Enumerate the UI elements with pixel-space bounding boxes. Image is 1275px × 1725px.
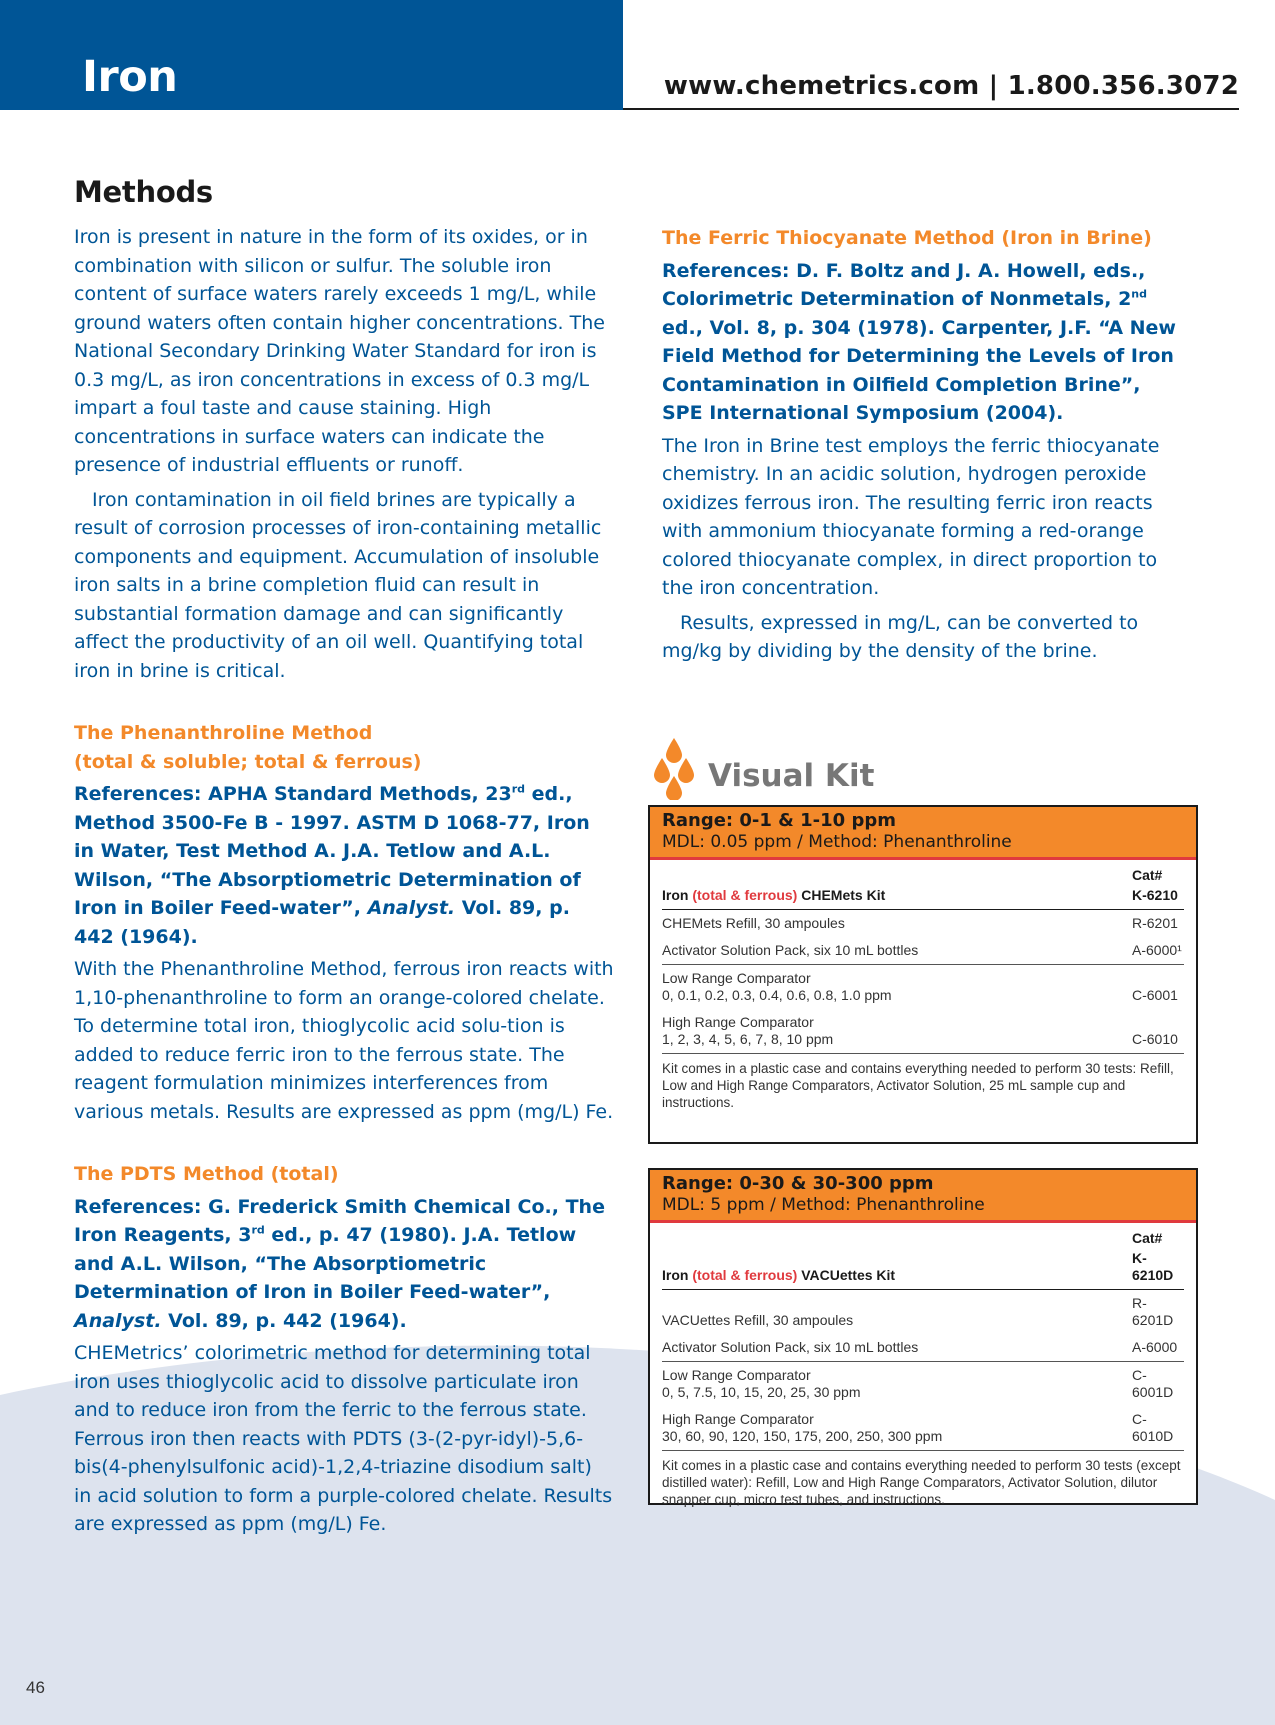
visual-kit-heading — [652, 738, 874, 800]
intro-paragraph-1: Iron is present in nature in the form of its oxides, or in combination with silicon or sulfur. The soluble iron content of surface waters rarely exceeds 1 mg/L, while ground waters often contain higher concentrations. The National Secondary Drinking Water Standard for iron is 0.3 mg/L, as iron concentrations in excess of 0.3 mg/L impart a foul taste and cause staining. High concentrations in surface waters can indicate the presence of industrial effluents or runoff. — [74, 226, 605, 476]
intro-paragraph-2: Iron contamination in oil field brines are typically a result of corrosion processes of iron-containing metallic components and equipment. Accumulation of insoluble iron salts in a brine completion fluid can result in substantial formation damage and can significantly affect the productivity of an oil well. Quantifying total iron in brine is critical. — [74, 488, 602, 682]
kit-range: Range: 0-1 & 1-10 ppm — [662, 810, 896, 831]
table-row: VACUettes Refill, 30 ampoules R-6201D — [662, 1295, 1174, 1328]
kit-box-chemets — [648, 805, 1198, 1144]
kit-main-row — [662, 883, 1184, 910]
table-row: Low Range Comparator 0, 5, 7.5, 10, 15, 20, 25, 30 ppm C-6001D — [662, 1367, 1174, 1400]
page-number: 46 — [26, 1678, 45, 1697]
header-rule — [623, 108, 1239, 110]
table-row: High Range Comparator 30, 60, 90, 120, 150, 175, 200, 250, 300 ppm C-6010D — [662, 1406, 1184, 1451]
water-drops-icon — [652, 738, 696, 800]
table-row: Activator Solution Pack, six 10 mL bottles A-6000¹ — [662, 937, 1184, 965]
kit-table — [650, 860, 1196, 1119]
kit-note: Kit comes in a plastic case and contains everything needed to perform 30 tests: Refill, Low and High Range Comparators, Activator Solution, 25 mL sample cup and instructions. — [662, 1061, 1174, 1110]
kit-header — [650, 1170, 1196, 1223]
kit-mdl: MDL: 5 ppm / Method: Phenanthroline — [662, 1195, 985, 1215]
page-title: Iron — [82, 52, 178, 102]
table-row: High Range Comparator 1, 2, 3, 4, 5, 6, 7, 8, 10 ppm C-6010 — [662, 1009, 1184, 1054]
kit-table — [650, 1223, 1196, 1516]
pdts-title: The PDTS Method (total) — [74, 1163, 339, 1185]
kit-range: Range: 0-30 & 30-300 ppm — [662, 1173, 934, 1194]
kit-name: Iron (total & ferrous) CHEMets Kit — [662, 887, 886, 903]
kit-cat-number: K-6210D — [1132, 1250, 1174, 1283]
kit-note: Kit comes in a plastic case and contains everything needed to perform 30 tests (except distilled water): Refill, Low and High Range Comparators, Activator Solution, dilutor snapper cup, micro test tubes, and instructions. — [662, 1458, 1181, 1507]
kit-name: Iron (total & ferrous) VACUettes Kit — [662, 1267, 896, 1283]
ferric-thiocyanate-body-2: Results, expressed in mg/L, can be converted to mg/kg by dividing by the density of the brine. — [662, 611, 1139, 662]
visual-kit-title: Visual Kit — [708, 758, 875, 794]
kit-header — [650, 807, 1196, 860]
pdts-section — [74, 1160, 614, 1539]
pdts-references: References: G. Frederick Smith Chemical Co., The Iron Reagents, 3rd ed., p. 47 (1980). J.A. Tetlow and A.L. Wilson, “The Absorptiometric Determination of Iron in Boiler Feed-water”, Analyst. Vol. 89, p. 442 (1964). — [74, 1195, 605, 1332]
phenanthroline-section — [74, 719, 614, 1126]
phenanthroline-references: References: APHA Standard Methods, 23rd ed., Method 3500-Fe B - 1997. ASTM D 1068-77, Iron in Water, Test Method A. J.A. Tetlow and A.L. Wilson, “The Absorptiometric Determination of Iron in Boiler Feed-water”, Analyst. Vol. 89, p. 442 (1964). — [74, 782, 590, 948]
phenanthroline-title-line-2: (total & soluble; total & ferrous) — [74, 750, 422, 773]
header-contact: www.chemetrics.com | 1.800.356.3072 — [663, 71, 1239, 101]
kit-cat-number: K-6210 — [1132, 887, 1178, 903]
left-column — [74, 175, 614, 1539]
pdts-body: CHEMetrics’ colorimetric method for determining total iron uses thioglycolic acid to dissolve particulate iron and to reduce iron from the ferric to the ferrous state. Ferrous iron then reacts with PDTS (3-(2-pyr-idyl)-5,6-bis(4-phenylsulfonic acid)-1,2,4-triazine disodium salt) in acid solution to form a purple-colored chelate. Results are expressed as ppm (mg/L) Fe. — [74, 1342, 613, 1535]
kit-main-row — [662, 1246, 1184, 1290]
cat-column-header: Cat# — [1132, 867, 1163, 883]
table-row: CHEMets Refill, 30 ampoules R-6201 — [662, 915, 1178, 931]
phenanthroline-title-line-1: The Phenanthroline Method — [74, 722, 373, 744]
ferric-thiocyanate-references: References: D. F. Boltz and J. A. Howell, eds., Colorimetric Determination of Nonmetals, 2nd ed., Vol. 8, p. 304 (1978). Carpenter, J.F. “A New Field Method for Determining the Levels of Iron Contamination in Oilfield Completion Brine”, SPE International Symposium (2004). — [662, 259, 1176, 424]
phenanthroline-body: With the Phenanthroline Method, ferrous iron reacts with 1,10-phenanthroline to form an orange-colored chelate. To determine total iron, thioglycolic acid solu-tion is added to reduce ferric iron to the ferrous state. The reagent formulation minimizes interferences from various metals. Results are expressed as ppm (mg/L) Fe. — [74, 958, 614, 1123]
table-row: Activator Solution Pack, six 10 mL bottles A-6000 — [662, 1334, 1184, 1362]
kit-box-vacuettes — [648, 1168, 1198, 1505]
cat-column-header: Cat# — [1132, 1230, 1163, 1246]
table-row: Low Range Comparator 0, 0.1, 0.2, 0.3, 0.4, 0.6, 0.8, 1.0 ppm C-6001 — [662, 970, 1178, 1003]
kit-mdl: MDL: 0.05 ppm / Method: Phenanthroline — [662, 832, 1012, 852]
methods-heading: Methods — [74, 175, 213, 209]
ferric-thiocyanate-body-1: The Iron in Brine test employs the ferric thiocyanate chemistry. In an acidic solution, hydrogen peroxide oxidizes ferrous iron. The resulting ferric iron reacts with ammonium thiocyanate forming a red-orange colored thiocyanate complex, in direct proportion to the iron concentration. — [662, 434, 1160, 599]
ferric-thiocyanate-title: The Ferric Thiocyanate Method (Iron in Brine) — [662, 227, 1152, 249]
right-column — [662, 224, 1182, 666]
